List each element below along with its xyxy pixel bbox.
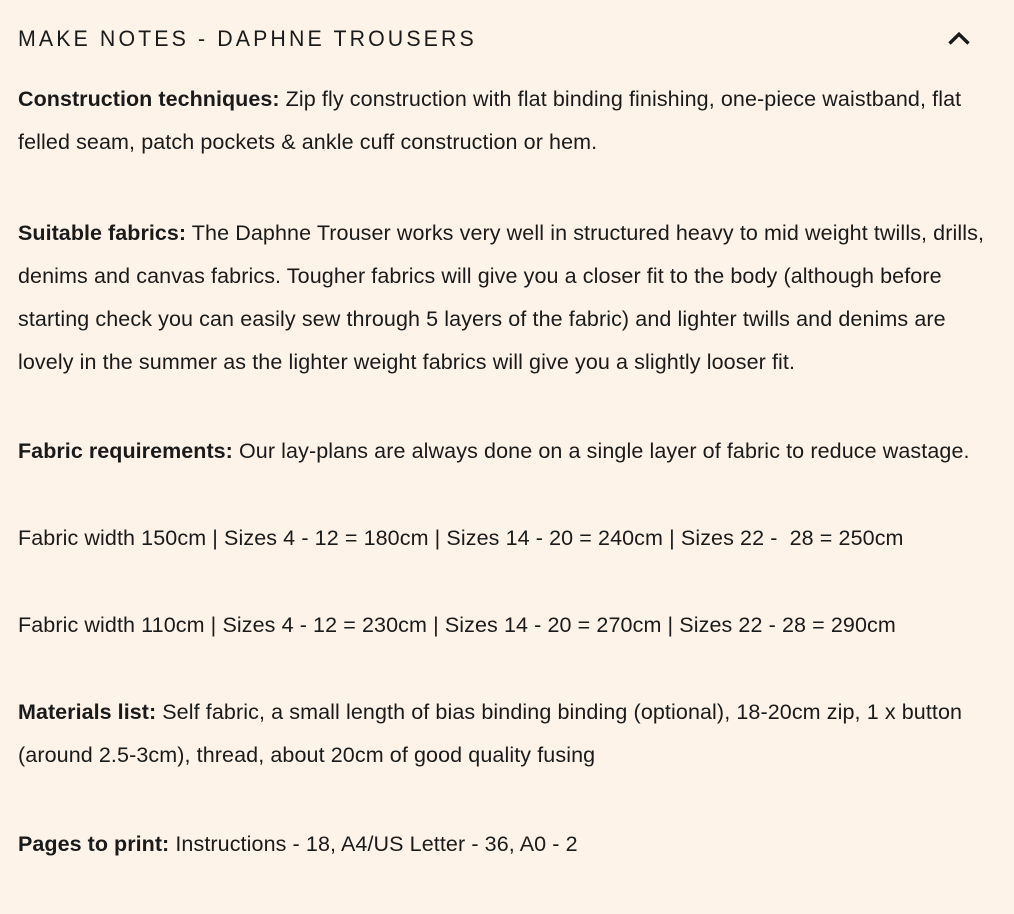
construction-techniques-label: Construction techniques:: [18, 87, 280, 111]
make-notes-content: [0, 78, 1014, 866]
fabric-requirements-text: Our lay-plans are always done on a single layer of fabric to reduce wastage.: [232, 439, 970, 463]
accordion-toggle-button[interactable]: [940, 20, 978, 58]
suitable-fabrics-paragraph: [18, 212, 990, 384]
pages-to-print-label: Pages to print:: [18, 832, 170, 856]
page-title: MAKE NOTES - DAPHNE TROUSERS: [18, 26, 477, 51]
construction-techniques-text: Zip fly construction with flat binding finishing, one-piece waistband, flat felled seam, patch pockets & ankle cuff construction or hem.: [18, 87, 962, 154]
materials-list-paragraph: [18, 691, 990, 777]
pages-to-print-text: Instructions - 18, A4/US Letter - 36, A0 - 2: [169, 832, 578, 856]
fabric-requirements-label: Fabric requirements:: [18, 439, 233, 463]
suitable-fabrics-text: The Daphne Trouser works very well in structured heavy to mid weight twills, drills, denims and canvas fabrics. Tougher fabrics will give you a closer fit to the body (although before starting check you can easily sew through 5 layers of the fabric) and lighter twills and denims are lovely in the summer as the lighter weight fabrics will give you a slightly looser fit.: [18, 221, 985, 374]
fabric-requirements-paragraph: [18, 430, 990, 473]
materials-list-text: Self fabric, a small length of bias binding binding (optional), 18-20cm zip, 1 x button (around 2.5-3cm), thread, about 20cm of good quality fusing: [18, 700, 963, 767]
construction-techniques-paragraph: [18, 78, 990, 164]
chevron-up-icon: [944, 24, 974, 54]
fabric-width-110-line: Fabric width 110cm | Sizes 4 - 12 = 230cm | Sizes 14 - 20 = 270cm | Sizes 22 - 28 = 290cm: [18, 613, 896, 637]
materials-list-label: Materials list:: [18, 700, 157, 724]
suitable-fabrics-label: Suitable fabrics:: [18, 221, 187, 245]
fabric-width-150-line: Fabric width 150cm | Sizes 4 - 12 = 180cm | Sizes 14 - 20 = 240cm | Sizes 22 - 28 = 250cm: [18, 526, 904, 550]
pages-to-print-paragraph: [18, 823, 990, 866]
make-notes-accordion-header[interactable]: [0, 0, 1014, 78]
